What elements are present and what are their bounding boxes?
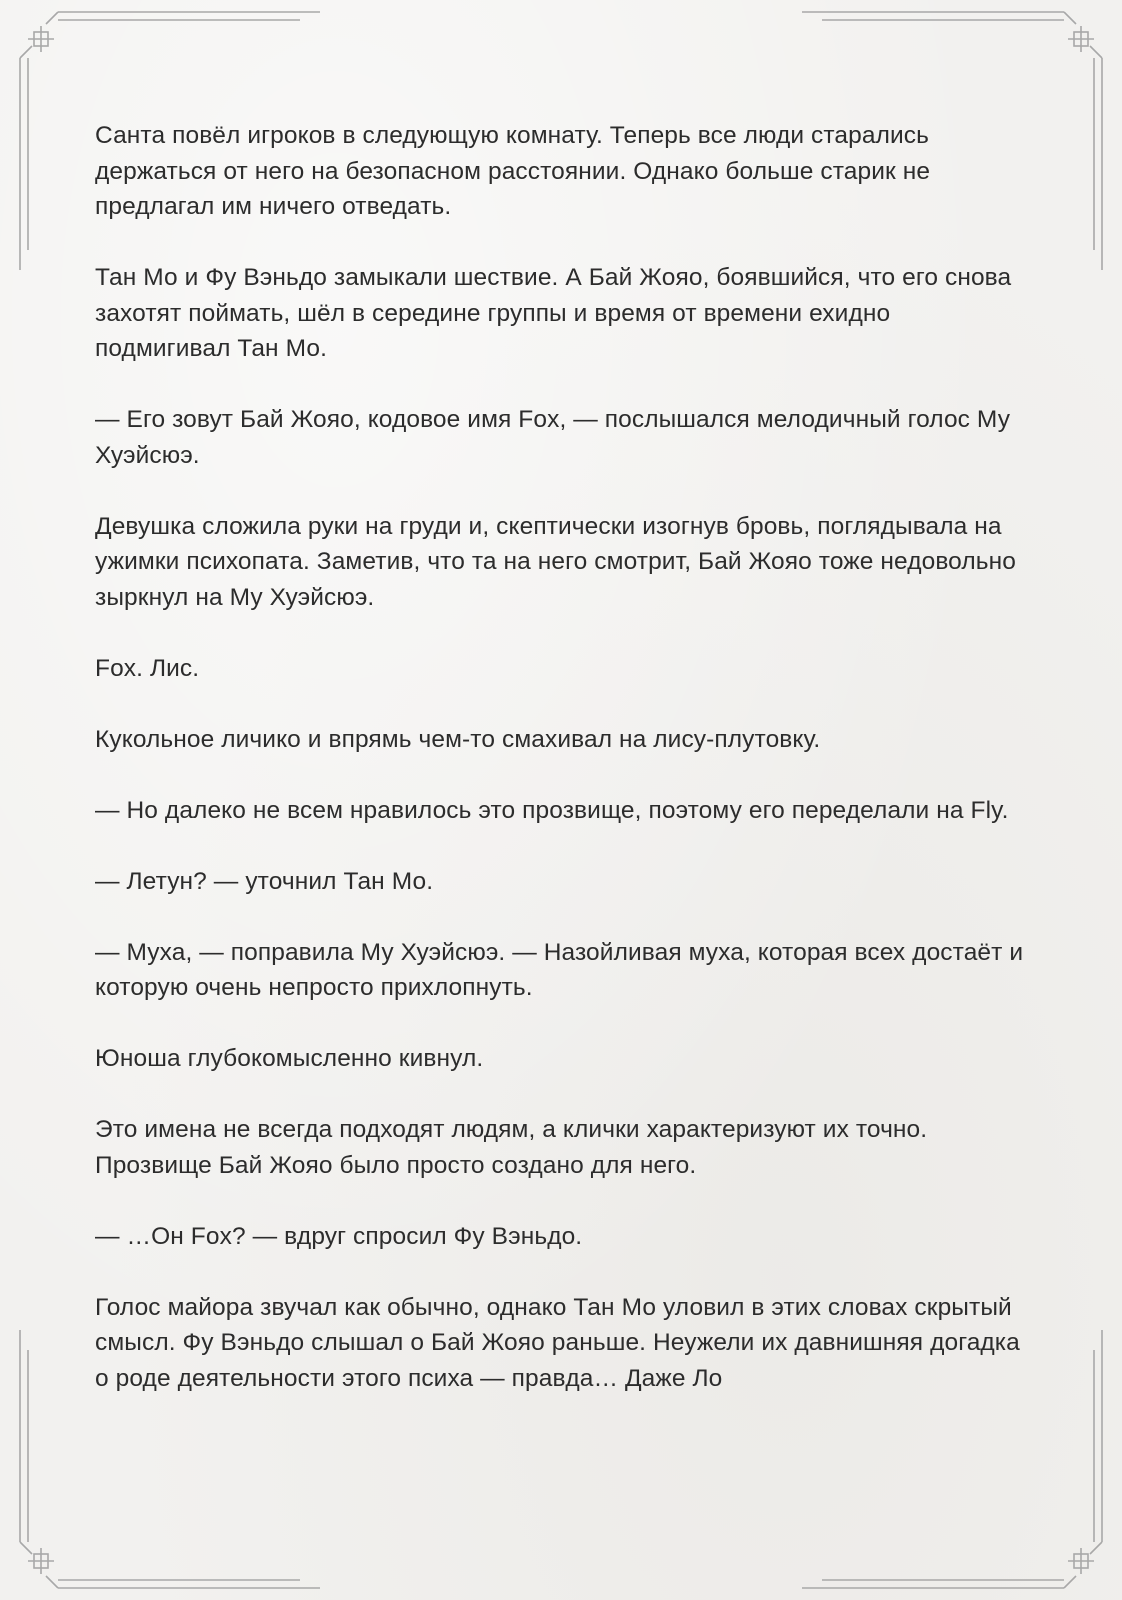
paragraph-7: — Но далеко не всем нравилось это прозвище, поэтому его переделали на Fly.: [95, 796, 1009, 824]
paragraph-11: Это имена не всегда подходят людям, а клички характеризуют их точно. Прозвище Бай Жояо было просто создано для него.: [95, 1116, 928, 1179]
paragraph-10: Юноша глубокомысленно кивнул.: [95, 1045, 484, 1072]
chapter-text: [95, 118, 1025, 1432]
paragraph-4: Девушка сложила руки на груди и, скептически изогнув бровь, поглядывала на ужимки психопата. Заметив, что та на него смотрит, Бай Жояо тоже недовольно зыркнул на Му Хуэйсюэ.: [95, 512, 1016, 611]
paragraph-6: Кукольное личико и впрямь чем-то смахивал на лису-плутовку.: [95, 725, 821, 753]
paragraph-1: Санта повёл игроков в следующую комнату. Теперь все люди старались держаться от него на безопасном расстоянии. Однако больше старик не предлагал им ничего отведать.: [95, 122, 931, 220]
paragraph-13: Голос майора звучал как обычно, однако Тан Мо уловил в этих словах скрытый смысл. Фу Вэньдо слышал о Бай Жояо раньше. Неужели их давнишняя догадка о роде деятельности этого психа — правда… Даже Ло: [95, 1293, 1020, 1392]
paragraph-12: — …Он Fox? — вдруг спросил Фу Вэньдо.: [95, 1222, 583, 1250]
paragraph-2: Тан Мо и Фу Вэньдо замыкали шествие. А Бай Жояо, боявшийся, что его снова захотят поймать, шёл в середине группы и время от времени ехидно подмигивал Тан Мо.: [95, 264, 1012, 362]
paragraph-8: — Летун? — уточнил Тан Мо.: [95, 867, 434, 895]
paragraph-9: — Муха, — поправила Му Хуэйсюэ. — Назойливая муха, которая всех достаёт и которую очень непросто прихлопнуть.: [95, 938, 1024, 1001]
paragraph-3: — Его зовут Бай Жояо, кодовое имя Fox, — послышался мелодичный голос Му Хуэйсюэ.: [95, 406, 1011, 469]
paragraph-5: Fox. Лис.: [95, 654, 200, 682]
